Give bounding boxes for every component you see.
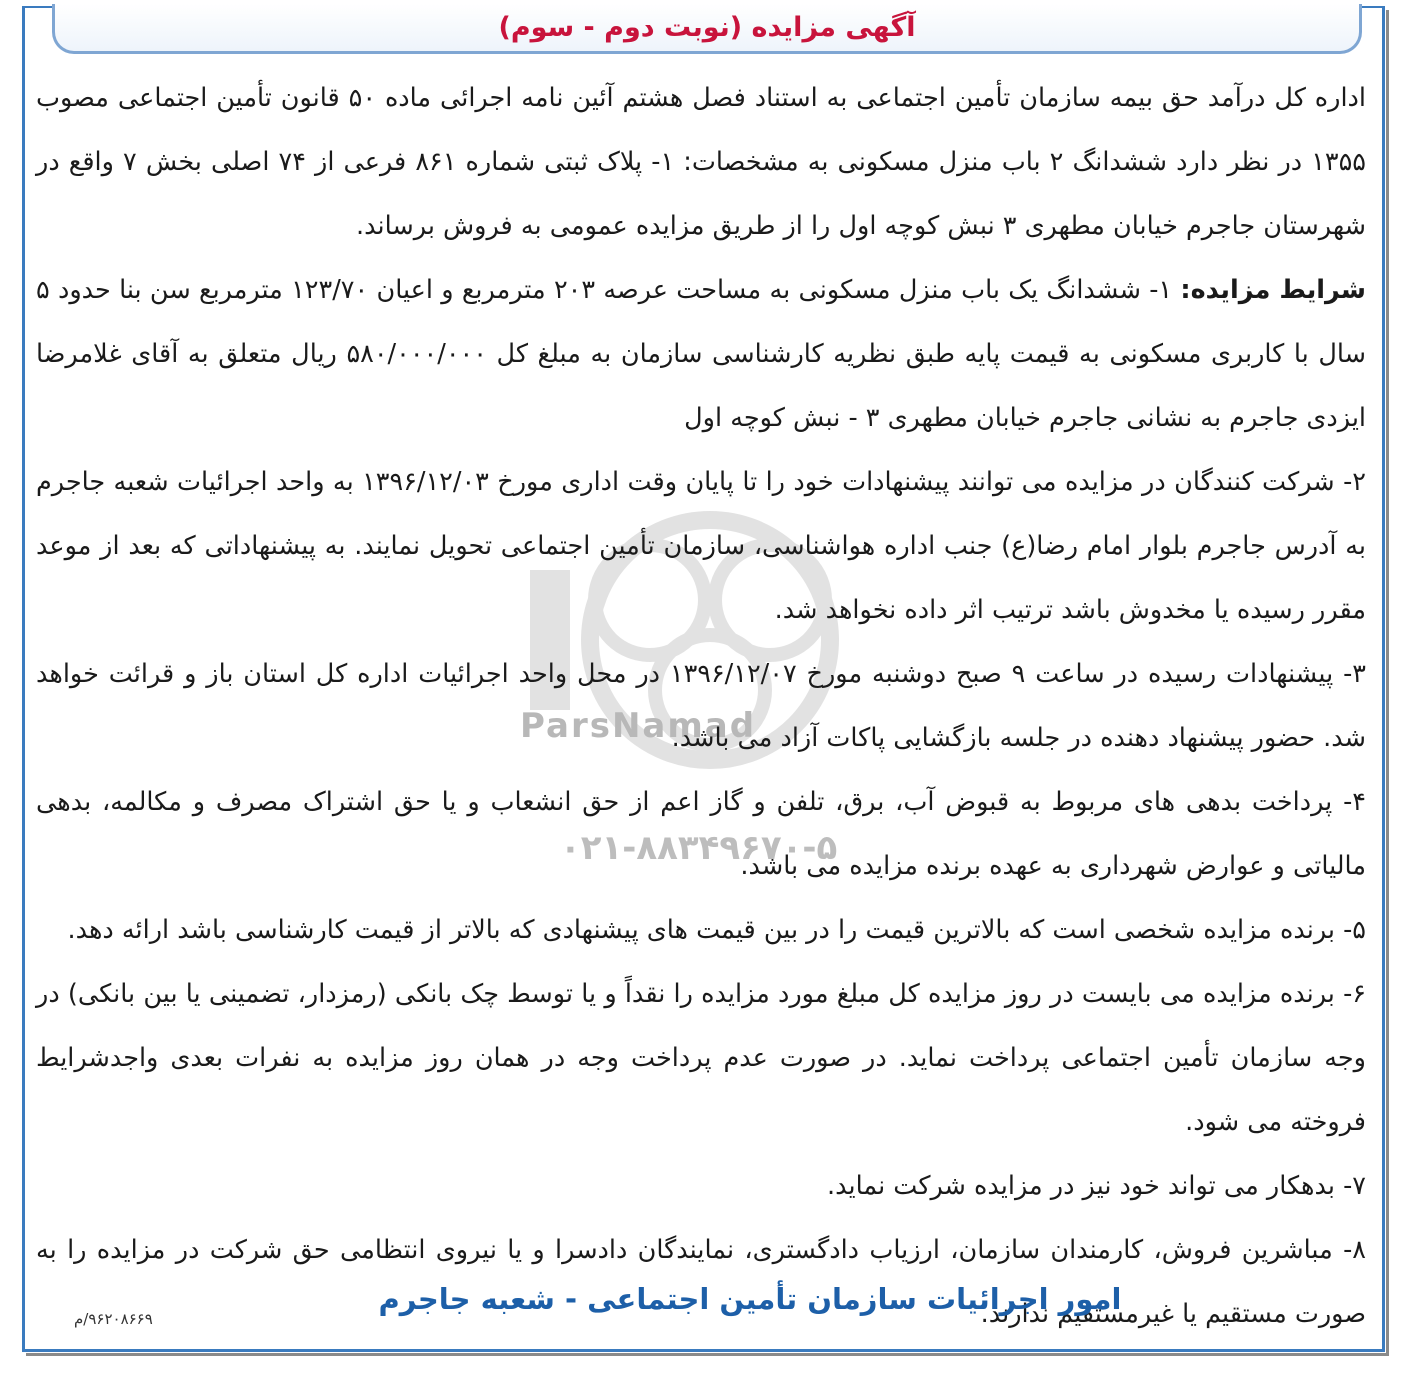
- header-bar: [52, 4, 1362, 54]
- intro-paragraph: اداره کل درآمد حق بیمه سازمان تأمین اجتماعی به استناد فصل هشتم آئین نامه اجرائی ماده ۵۰ قانون تأمین اجتماعی مصوب ۱۳۵۵ در نظر دارد ششدانگ ۲ باب منزل مسکونی به مشخصات: ۱- پلاک ثبتی شماره ۸۶۱ فرعی از ۷۴ اصلی بخش ۷ واقع در شهرستان جاجرم خیابان مطهری ۳ نبش کوچه اول را از طریق مزایده عمومی به فروش برساند.: [36, 83, 1367, 241]
- condition-2: ۲- شرکت کنندگان در مزایده می توانند پیشنهادات خود را تا پایان وقت اداری مورخ ۱۳۹۶/۱۲/۰۳ به واحد اجرائیات شعبه جاجرم به آدرس جاجرم بلوار امام رضا(ع) جنب اداره هواشناسی، سازمان تأمین اجتماعی تحویل نمایند. به پیشنهاداتی که بعد از موعد مقرر رسیده یا مخدوش باشد ترتیب اثر داده نخواهد شد.: [36, 467, 1366, 625]
- condition-6: ۶- برنده مزایده می بایست در روز مزایده کل مبلغ مورد مزایده را نقداً و یا توسط چک بانکی (رمزدار، تضمینی یا بین بانکی) در وجه سازمان تأمین اجتماعی پرداخت نماید. در صورت عدم پرداخت وجه در همان روز مزایده به نفرات بعدی واجدشرایط فروخته می شود.: [36, 979, 1366, 1137]
- notice-title: آگهی مزایده (نوبت دوم - سوم): [498, 12, 916, 43]
- condition-8: ۸- مباشرین فروش، کارمندان سازمان، ارزیاب دادگستری، نمایندگان دادسرا و یا نیروی انتظامی حق شرکت در مزایده را به صورت مستقیم یا غیرمستقیم ندارند.: [36, 1235, 1366, 1329]
- signature-line: امور اجرائیات سازمان تأمین اجتماعی - شعبه جاجرم: [378, 1282, 1122, 1316]
- condition-1: [36, 258, 1366, 450]
- notice-code: ۹۶۲۰۸۶۶۹/م: [74, 1310, 153, 1328]
- conditions-label: شرایط مزایده:: [1180, 275, 1366, 305]
- condition-1-text: ۱- ششدانگ یک باب منزل مسکونی به مساحت عرصه ۲۰۳ مترمربع و اعیان ۱۲۳/۷۰ مترمربع سن بنا حدود ۵ سال با کاربری مسکونی به قیمت پایه طبق نظریه کارشناسی سازمان به مبلغ کل ۵۸۰/۰۰۰/۰۰۰ ریال متعلق به آقای غلامرضا ایزدی جاجرم به نشانی جاجرم خیابان مطهری ۳ - نبش کوچه اول: [36, 275, 1367, 433]
- watermark-name: ParsNamad: [520, 706, 757, 746]
- condition-7: ۷- بدهکار می تواند خود نیز در مزایده شرکت نماید.: [827, 1171, 1366, 1201]
- notice-body: [36, 66, 1366, 1346]
- condition-3: ۳- پیشنهادات رسیده در ساعت ۹ صبح دوشنبه مورخ ۱۳۹۶/۱۲/۰۷ در محل واحد اجرائیات اداره کل استان باز و قرائت خواهد شد. حضور پیشنهاد دهنده در جلسه بازگشایی پاکات آزاد می باشد.: [36, 659, 1366, 753]
- condition-5: ۵- برنده مزایده شخصی است که بالاترین قیمت را در بین قیمت های پیشنهادی که بالاتر از قیمت کارشناسی باشد ارائه دهد.: [67, 915, 1366, 945]
- watermark-phone: ۰۲۱-۸۸۳۴۹۶۷۰-۵: [560, 828, 838, 868]
- condition-4: ۴- پرداخت بدهی های مربوط به قبوض آب، برق، تلفن و گاز اعم از حق انشعاب و یا حق اشتراک مصرف و مکالمه، بدهی مالیاتی و عوارض شهرداری به عهده برنده مزایده می باشد.: [36, 787, 1366, 881]
